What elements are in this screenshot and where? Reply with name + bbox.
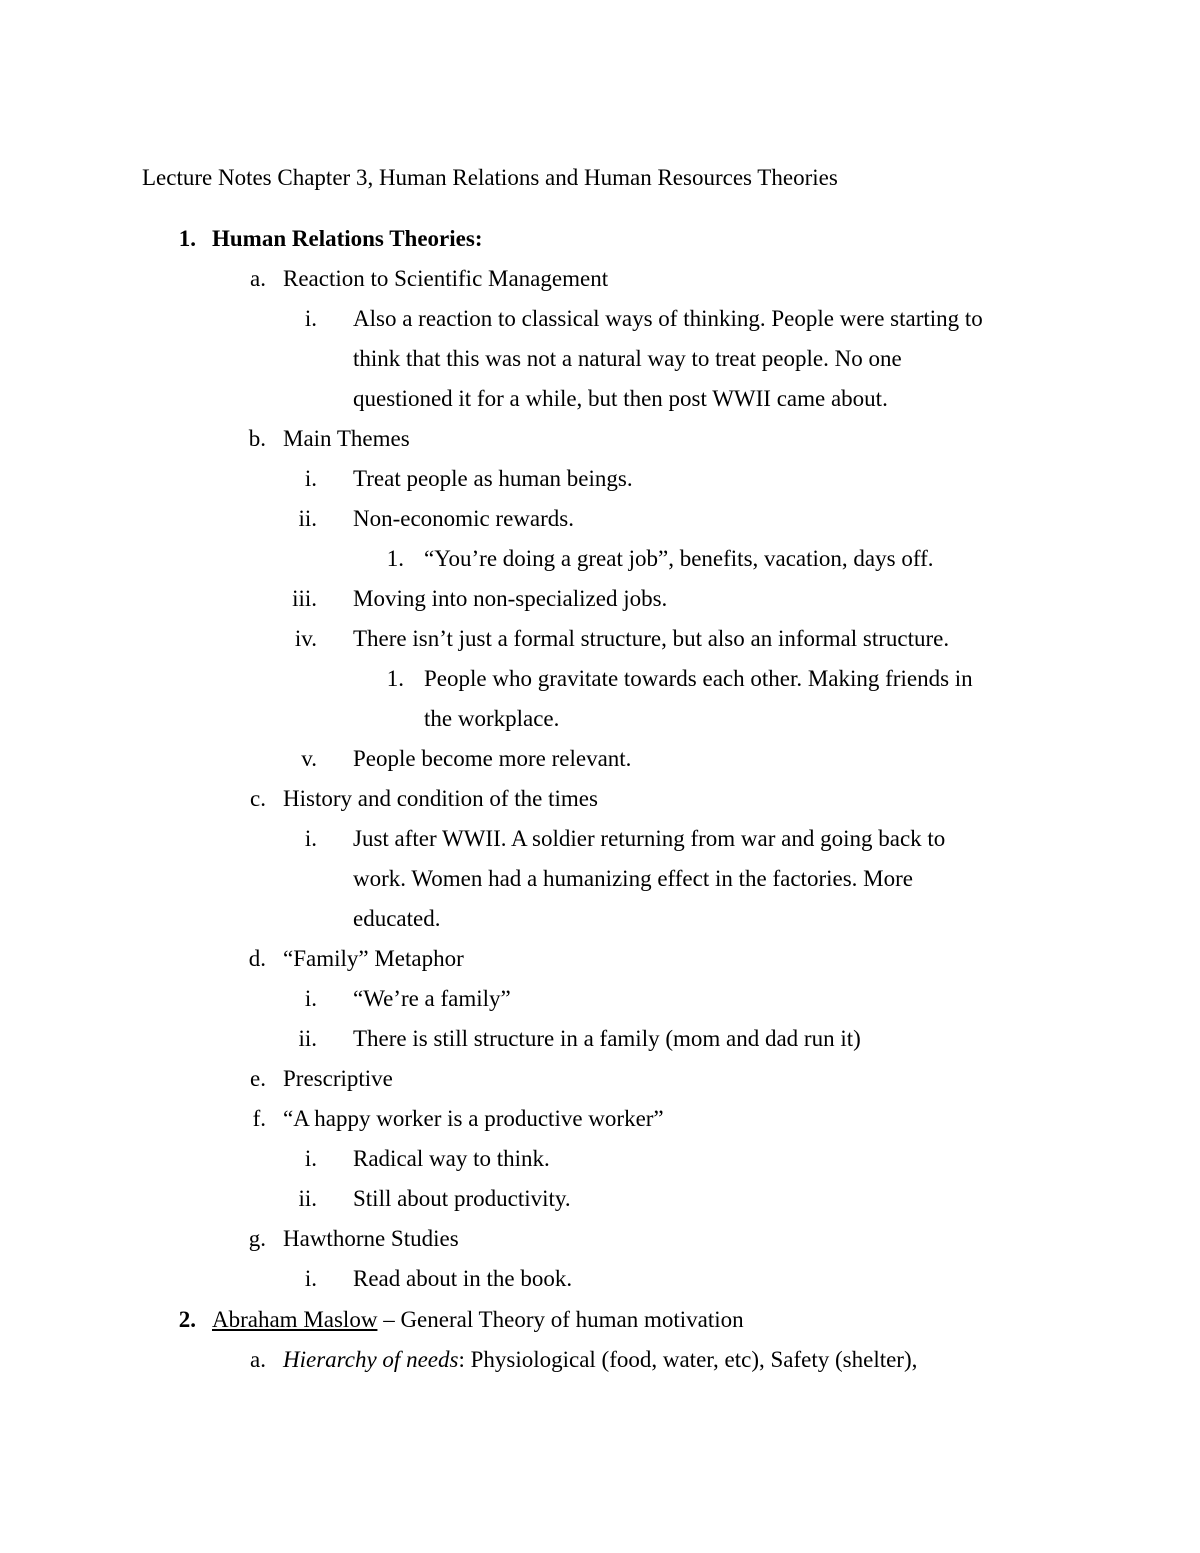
item-d-text: “Family” Metaphor	[283, 946, 464, 971]
item-d-marker: d.	[248, 946, 266, 971]
item-b-v-marker: v.	[301, 746, 317, 771]
item-f-text: “A happy worker is a productive worker”	[283, 1106, 664, 1131]
item-d-ii-marker: ii.	[298, 1026, 317, 1051]
item-b-i-marker: i.	[304, 466, 317, 491]
item-b-ii-1-text: “You’re doing a great job”, benefits, vacation, days off.	[424, 546, 934, 571]
item-b-iv-text: There isn’t just a formal structure, but also an informal structure.	[353, 626, 950, 651]
item-b-ii-marker: ii.	[298, 506, 317, 531]
item-e-marker: e.	[250, 1066, 266, 1091]
item-c-i-line-3: educated.	[353, 906, 441, 931]
item-b-i-text: Treat people as human beings.	[353, 466, 633, 491]
section-2-marker: 2.	[178, 1307, 196, 1332]
item-a-i-line-3: questioned it for a while, but then post WWII came about.	[353, 386, 888, 411]
item-a-text: Reaction to Scientific Management	[283, 266, 609, 291]
item-c-marker: c.	[250, 786, 266, 811]
hierarchy-of-needs-description: : Physiological (food, water, etc), Safety (shelter),	[458, 1347, 918, 1372]
item-b-v-text: People become more relevant.	[353, 746, 632, 771]
item-b-iv-1-marker: 1.	[386, 666, 404, 691]
section-2-heading	[212, 1305, 744, 1335]
item-b-iii-marker: iii.	[292, 586, 317, 611]
item-g-marker: g.	[248, 1226, 266, 1251]
item-d-i-marker: i.	[304, 986, 317, 1011]
item-f-ii-text: Still about productivity.	[353, 1186, 571, 1211]
document-title: Lecture Notes Chapter 3, Human Relations and Human Resources Theories	[142, 165, 838, 190]
item-d-ii-text: There is still structure in a family (mom and dad run it)	[353, 1026, 861, 1051]
item-b-iii-text: Moving into non-specialized jobs.	[353, 586, 668, 611]
item-b-ii-text: Non-economic rewards.	[353, 506, 574, 531]
item-g-i-marker: i.	[304, 1266, 317, 1291]
item-a-i-line-1: Also a reaction to classical ways of thinking. People were starting to	[353, 306, 983, 331]
item-c-i-marker: i.	[304, 826, 317, 851]
section-1-marker: 1.	[178, 226, 196, 251]
item-c-text: History and condition of the times	[283, 786, 598, 811]
item-b-iv-1-line-1: People who gravitate towards each other. Making friends in	[424, 666, 973, 691]
section-2-heading-rest: – General Theory of human motivation	[377, 1307, 744, 1332]
section-2-heading-name: Abraham Maslow	[212, 1307, 378, 1332]
section-2-item-a-text	[283, 1345, 917, 1375]
item-b-ii-1-marker: 1.	[386, 546, 404, 571]
item-e-text: Prescriptive	[283, 1066, 393, 1091]
item-c-i-line-1: Just after WWII. A soldier returning from war and going back to	[353, 826, 946, 851]
item-a-i-marker: i.	[304, 306, 317, 331]
item-b-iv-marker: iv.	[294, 626, 317, 651]
item-f-marker: f.	[252, 1106, 266, 1131]
section-1-heading: Human Relations Theories:	[212, 226, 483, 251]
item-f-ii-marker: ii.	[298, 1186, 317, 1211]
item-b-iv-1-line-2: the workplace.	[424, 706, 560, 731]
item-a-i-line-2: think that this was not a natural way to treat people. No one	[353, 346, 902, 371]
item-d-i-text: “We’re a family”	[353, 986, 511, 1011]
item-a-marker: a.	[250, 266, 266, 291]
item-c-i-line-2: work. Women had a humanizing effect in the factories. More	[353, 866, 913, 891]
item-f-i-marker: i.	[304, 1146, 317, 1171]
item-f-i-text: Radical way to think.	[353, 1146, 550, 1171]
hierarchy-of-needs-term: Hierarchy of needs	[283, 1347, 459, 1372]
item-b-text: Main Themes	[283, 426, 410, 451]
item-b-marker: b.	[248, 426, 266, 451]
item-g-text: Hawthorne Studies	[283, 1226, 459, 1251]
item-g-i-text: Read about in the book.	[353, 1266, 573, 1291]
section-2-item-a-marker: a.	[250, 1347, 266, 1372]
